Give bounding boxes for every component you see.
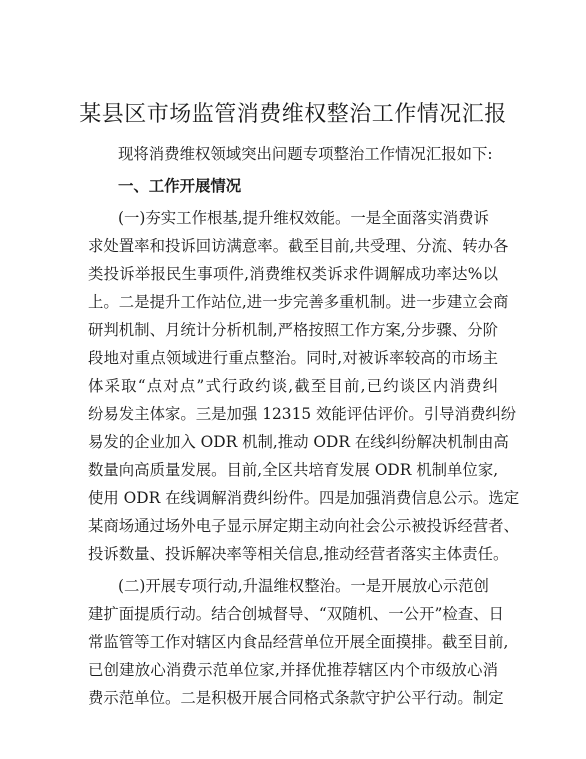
paragraph-line: 数量向高质量发展。目前,全区共培育发展 ODR 机制单位家, xyxy=(88,461,499,479)
document-title: 某县区市场监管消费维权整治工作情况汇报 xyxy=(79,102,507,127)
intro-paragraph: 现将消费维权领域突出问题专项整治工作情况汇报如下: xyxy=(118,145,493,163)
paragraph-line: 投诉数量、投诉解决率等相关信息,推动经营者落实主体责任。 xyxy=(88,545,509,563)
paragraph-line: 常监管等工作对辖区内食品经营单位开展全面摸排。截至目前, xyxy=(88,633,509,651)
paragraph-line: 研判机制、月统计分析机制,严格按照工作方案,分步骤、分阶 xyxy=(88,321,498,339)
paragraph-line: 上。二是提升工作站位,进一步完善多重机制。进一步建立会商 xyxy=(88,293,509,311)
paragraph-line: 易发的企业加入 ODR 机制,推动 ODR 在线纠纷解决机制由高 xyxy=(88,433,509,451)
paragraph-line: 求处置率和投诉回访满意率。截至目前,共受理、分流、转办各 xyxy=(88,237,509,255)
paragraph-line: 使用 ODR 在线调解消费纠纷件。四是加强消费信息公示。选定 xyxy=(88,489,520,507)
paragraph-line: (二)开展专项行动,升温维权整治。一是开展放心示范创 xyxy=(118,577,489,595)
paragraph-line: 费示范单位。二是积极开展合同格式条款守护公平行动。制定 xyxy=(88,689,504,707)
paragraph-line: 体采取“点对点”式行政约谈,截至目前,已约谈区内消费纠 xyxy=(88,377,498,395)
paragraph-line: 已创建放心消费示范单位家,并择优推荐辖区内个市级放心消 xyxy=(88,661,498,679)
paragraph-line: 某商场通过场外电子显示屏定期主动向社会公示被投诉经营者、 xyxy=(88,517,519,535)
paragraph-line: 类投诉举报民生事项件,消费维权类诉求件调解成功率达%以 xyxy=(88,265,498,283)
paragraph-line: 纷易发主体家。三是加强 12315 效能评估评价。引导消费纠纷 xyxy=(88,405,517,423)
section-heading: 一、工作开展情况 xyxy=(118,177,242,195)
paragraph-line: (一)夯实工作根基,提升维权效能。一是全面落实消费诉 xyxy=(118,209,489,227)
paragraph-line: 建扩面提质行动。结合创城督导、“双随机、一公开”检查、日 xyxy=(88,605,504,623)
paragraph-line: 段地对重点领域进行重点整治。同时,对被诉率较高的市场主 xyxy=(88,349,498,367)
